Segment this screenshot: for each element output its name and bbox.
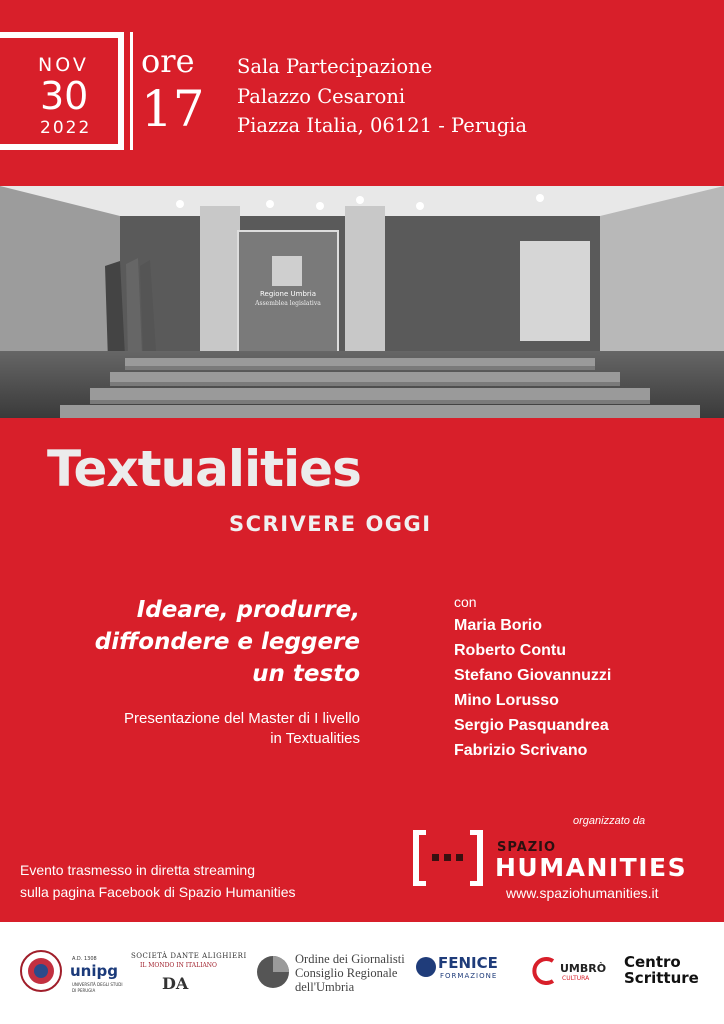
event-subtitle: SCRIVERE OGGI	[229, 512, 432, 536]
date-day: 30	[40, 74, 89, 118]
odg-logo-icon	[255, 954, 291, 990]
organizer-label: organizzato da	[573, 815, 646, 827]
tagline-line1: Ideare, produrre,	[136, 597, 360, 623]
speakers-label: con	[454, 594, 477, 610]
dante-line1: SOCIETÀ DANTE ALIGHIERI	[131, 952, 247, 960]
odg-line3: dell'Umbria	[295, 980, 355, 994]
unipg-sub2: DI PERUGIA	[72, 988, 96, 993]
partners-footer	[0, 922, 724, 1024]
desc-line2: in Textualities	[270, 730, 360, 747]
venue-line3: Piazza Italia, 06121 - Perugia	[237, 114, 528, 137]
odg-line2: Consiglio Regionale	[295, 966, 398, 980]
venue	[237, 52, 527, 141]
speaker-name: Roberto Contu	[454, 642, 566, 659]
speaker-name: Fabrizio Scrivano	[454, 742, 588, 759]
divider	[130, 32, 133, 150]
umbro-logo-icon	[531, 956, 561, 986]
spazio-humanities-logo-icon	[412, 830, 484, 886]
date-month: NOV	[38, 54, 89, 76]
unipg-year: A.D. 1308	[72, 956, 97, 962]
centro-line1: Centro	[624, 953, 681, 971]
unipg-seal-icon	[20, 950, 62, 992]
event-description	[60, 709, 360, 749]
fenice-sub: FORMAZIONE	[440, 972, 498, 980]
centro-scritture-logo	[624, 954, 699, 986]
unipg-name: unipg	[70, 962, 118, 980]
hall-photo	[0, 186, 724, 418]
umbro-name: UMBRÒ	[560, 962, 607, 975]
brand-top: SPAZIO	[497, 840, 557, 855]
screen-text-1: Regione Umbria	[260, 290, 316, 298]
odg-text	[295, 952, 405, 994]
event-tagline	[60, 594, 360, 690]
dante-line2: IL MONDO IN ITALIANO	[140, 962, 217, 969]
speakers-list	[454, 613, 611, 763]
tagline-line3: un testo	[252, 661, 360, 687]
unipg-sub1: UNIVERSITÀ DEGLI STUDI	[72, 982, 123, 987]
dante-logo: DA	[162, 974, 189, 993]
streaming-line1: Evento trasmesso in diretta streaming	[20, 862, 255, 878]
brand-main: HUMANITIES	[495, 853, 688, 882]
speaker-name: Stefano Giovannuzzi	[454, 667, 612, 684]
fenice-logo-icon	[415, 954, 437, 980]
organizer-url[interactable]: www.spaziohumanities.it	[506, 885, 659, 901]
screen-text-2: Assemblea legislativa	[255, 300, 321, 307]
time-hour: 17	[141, 80, 205, 138]
event-title: Textualities	[47, 440, 361, 498]
date-year: 2022	[40, 118, 92, 138]
streaming-notice	[20, 859, 296, 903]
speaker-name: Sergio Pasquandrea	[454, 717, 609, 734]
streaming-line2: sulla pagina Facebook di Spazio Humanities	[20, 884, 296, 900]
speaker-name: Maria Borio	[454, 617, 543, 634]
fenice-name: FENICE	[438, 954, 498, 972]
odg-line1: Ordine dei Giornalisti	[295, 952, 405, 966]
time-label: ore	[141, 42, 195, 80]
desc-line1: Presentazione del Master di I livello	[124, 710, 360, 727]
speaker-name: Mino Lorusso	[454, 692, 559, 709]
umbro-sub: CULTURA	[562, 975, 590, 982]
centro-line2: Scritture	[624, 969, 699, 987]
tagline-line2: diffondere e leggere	[94, 629, 360, 655]
venue-line2: Palazzo Cesaroni	[237, 84, 406, 108]
venue-line1: Sala Partecipazione	[237, 55, 433, 78]
